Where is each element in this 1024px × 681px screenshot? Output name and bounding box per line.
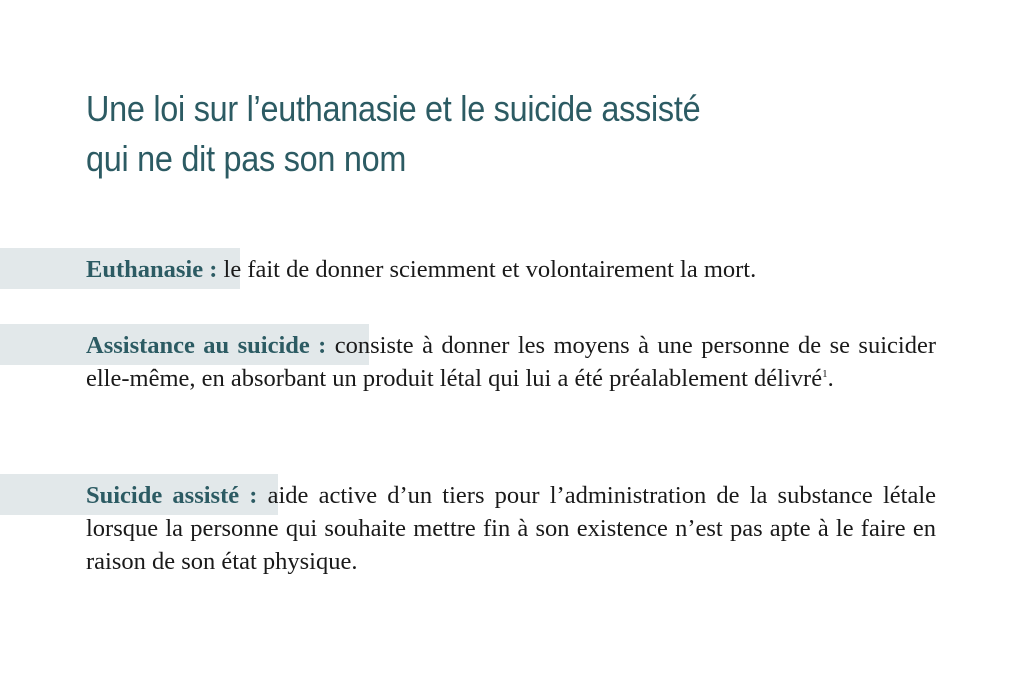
definition-end-punctuation: . [827,365,834,392]
title-line-1: Une loi sur l’euthanasie et le suicide assisté [86,88,701,129]
term-suicide-assiste: Suicide assisté : [86,482,258,509]
definition-euthanasie [86,253,936,286]
definition-text-assistance-suicide: consiste à donner les moyens à une personne de se suicider elle-même, en absorbant un produit létal qui lui a été préalablement délivré [86,332,936,392]
page-title [86,84,700,184]
definition-assistance-suicide [86,329,936,395]
title-line-2: qui ne dit pas son nom [86,138,407,179]
definition-text-suicide-assiste: aide active d’un tiers pour l’administration de la substance létale lorsque la personne qui souhaite mettre fin à son existence n’est pas apte à le faire en raison de son état physique. [86,482,937,575]
term-assistance-suicide: Assistance au suicide : [86,332,327,359]
definition-suicide-assiste [86,479,936,578]
term-euthanasie: Euthanasie : [86,256,218,283]
footnote-marker[interactable]: 1 [822,367,828,380]
definition-text-euthanasie: le fait de donner sciemment et volontairement la mort. [217,256,757,283]
